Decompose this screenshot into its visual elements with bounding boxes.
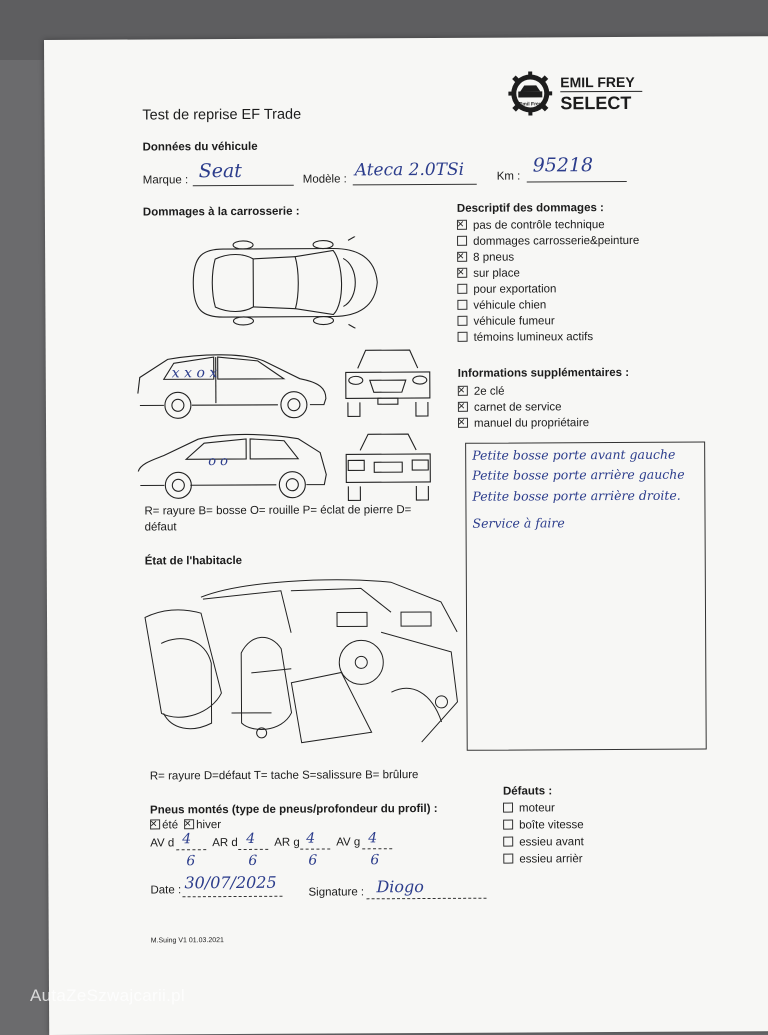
checkbox-checked-icon[interactable] <box>457 252 467 262</box>
defect-moteur[interactable]: moteur <box>503 802 555 814</box>
form-sheet <box>44 36 768 1035</box>
checkbox-checked-icon[interactable] <box>150 819 160 829</box>
date-label: Date : <box>150 884 182 897</box>
arg-value2: 6 <box>308 852 318 869</box>
watermark: AutaZeSzwajcarii.pl <box>30 986 185 1005</box>
checkbox-icon[interactable] <box>503 854 513 864</box>
defect-essieu-avant[interactable]: essieu avant <box>503 836 584 848</box>
extra-info-heading: Informations supplémentaires : <box>457 366 630 380</box>
note-line-4: Service à faire <box>472 515 565 531</box>
brand-bottom: SELECT <box>560 92 632 114</box>
car-top-view-diagram <box>183 236 383 329</box>
body-legend-line2: défaut <box>144 521 177 534</box>
car-front-diagram <box>340 346 436 423</box>
checkbox-icon[interactable] <box>503 820 513 830</box>
tyres-heading: Pneus montés (type de pneus/profondeur du profil) : <box>150 802 438 817</box>
ard-value2: 6 <box>248 852 258 869</box>
interior-heading: État de l'habitacle <box>144 554 243 568</box>
car-side-left-diagram <box>134 349 330 422</box>
checkbox-checked-icon[interactable] <box>458 386 468 396</box>
checkbox-checked-icon[interactable] <box>457 220 467 230</box>
checkbox-icon[interactable] <box>457 316 467 326</box>
damage-desc-heading: Descriptif des dommages : <box>456 202 604 215</box>
damage-item-exportation[interactable]: pour exportation <box>457 283 556 296</box>
side-marks: x x o x <box>171 365 218 382</box>
emil-frey-logo <box>508 71 648 116</box>
side2-marks: o o <box>208 454 229 470</box>
modele-line <box>353 184 477 186</box>
avd-value: 4 <box>182 831 192 848</box>
signature-label: Signature : <box>308 886 365 899</box>
signature-value: Diogo <box>376 877 424 897</box>
defect-essieu-arriere[interactable]: essieu arrièr <box>503 853 582 865</box>
defect-boite[interactable]: boîte vitesse <box>503 819 584 831</box>
note-line-1: Petite bosse porte avant gauche <box>472 446 676 463</box>
body-legend-line1: R= rayure B= bosse O= rouille P= éclat de pierre D= <box>144 504 412 518</box>
vehicle-heading: Données du véhicule <box>142 140 258 154</box>
damage-item-8-pneus[interactable]: ×8 pneus <box>457 252 514 264</box>
checkbox-icon[interactable] <box>457 236 467 246</box>
avg-value2: 6 <box>370 852 380 869</box>
ard-value: 4 <box>246 830 256 847</box>
defects-heading: Défauts : <box>502 785 553 798</box>
extra-item-cle[interactable]: ×2e clé <box>458 386 505 398</box>
checkbox-icon[interactable] <box>457 300 467 310</box>
note-line-2: Petite bosse porte arrière gauche <box>472 466 685 483</box>
arg-label: AR g <box>274 836 300 849</box>
marque-label: Marque : <box>142 174 189 187</box>
damage-item-chien[interactable]: véhicule chien <box>457 299 546 311</box>
car-side-right-diagram <box>134 431 330 502</box>
avg-value: 4 <box>368 830 378 847</box>
checkbox-checked-icon[interactable] <box>458 418 468 428</box>
marque-value: Seat <box>198 159 242 183</box>
checkbox-icon[interactable] <box>457 284 467 294</box>
checkbox-icon[interactable] <box>458 332 468 342</box>
extra-item-carnet[interactable]: ×carnet de service <box>458 401 562 414</box>
body-damage-heading: Dommages à la carrosserie : <box>142 205 300 219</box>
svg-text:Emil Frey: Emil Frey <box>519 101 542 108</box>
checkbox-icon[interactable] <box>503 803 513 813</box>
extra-item-manuel[interactable]: ×manuel du propriétaire <box>458 417 589 430</box>
brand-top: EMIL FREY <box>560 73 635 91</box>
form-version: M.Suing V1 01.03.2021 <box>150 937 224 945</box>
checkbox-checked-icon[interactable] <box>457 268 467 278</box>
damage-item-fumeur[interactable]: véhicule fumeur <box>457 315 554 328</box>
checkbox-checked-icon[interactable] <box>458 402 468 412</box>
modele-value: Ateca 2.0TSi <box>354 159 465 181</box>
modele-label: Modèle : <box>302 173 347 186</box>
km-value: 95218 <box>532 154 594 177</box>
interior-legend: R= rayure D=défaut T= tache S=salissure B= brûlure <box>149 769 419 783</box>
note-line-3: Petite bosse porte arrière droite. <box>472 487 681 504</box>
date-value: 30/07/2025 <box>184 872 277 893</box>
km-label: Km : <box>496 170 521 183</box>
tyre-type-hiver[interactable]: × hiver <box>184 819 221 831</box>
avg-label: AV g <box>336 836 361 849</box>
form-title: Test de reprise EF Trade <box>142 106 302 124</box>
checkbox-checked-icon[interactable] <box>184 819 194 829</box>
arg-value: 4 <box>306 830 316 847</box>
damage-item-temoins[interactable]: témoins lumineux actifs <box>458 331 594 344</box>
damage-item-pas-ct[interactable]: ×pas de contrôle technique <box>457 219 605 232</box>
damage-item-carrosserie[interactable]: dommages carrosserie&peinture <box>457 235 639 248</box>
car-rear-diagram <box>340 430 436 505</box>
gear-emblem-icon <box>508 71 552 115</box>
marque-line <box>193 185 294 187</box>
tyre-type-ete[interactable]: ×été <box>150 819 178 831</box>
avd-label: AV d <box>150 837 175 850</box>
avd-value2: 6 <box>186 853 196 870</box>
checkbox-icon[interactable] <box>503 837 513 847</box>
km-line <box>527 181 627 183</box>
car-interior-diagram <box>141 572 460 752</box>
ard-label: AR d <box>212 836 238 850</box>
damage-item-sur-place[interactable]: ×sur place <box>457 268 520 280</box>
notes-box[interactable] <box>465 442 707 751</box>
